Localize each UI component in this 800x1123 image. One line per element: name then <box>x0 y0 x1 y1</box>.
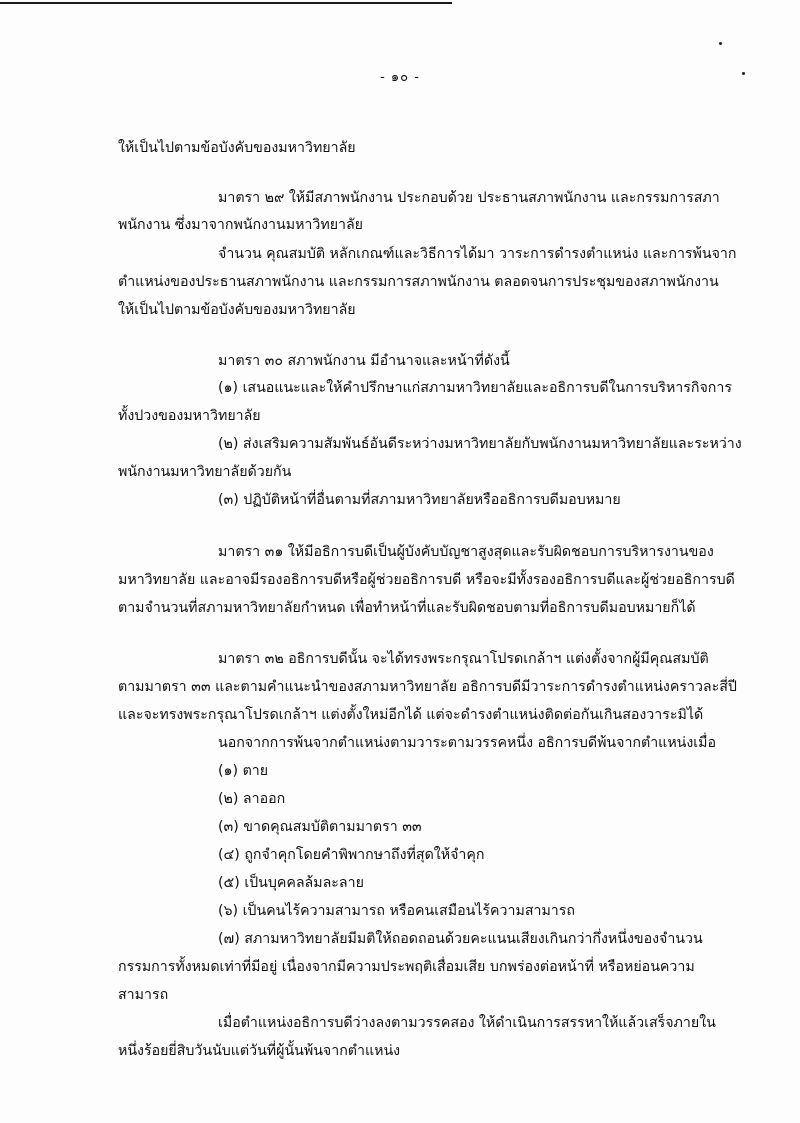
paragraph-line: สามารถ <box>118 987 169 1003</box>
paragraph-line: ทั้งปวงของมหาวิทยาลัย <box>118 408 261 424</box>
paragraph-line: เมื่อตำแหน่งอธิการบดีว่างลงตามวรรคสอง ให้ดำเนินการสรรหาให้แล้วเสร็จภายใน <box>218 1015 716 1031</box>
paragraph-line: นอกจากการพ้นจากตำแหน่งตามวาระตามวรรคหนึ่ง อธิการบดีพ้นจากตำแหน่งเมื่อ <box>218 735 717 751</box>
section-32-heading-line: มาตรา ๓๒ อธิการบดีนั้น จะได้ทรงพระกรุณาโปรดเกล้าฯ แต่งตั้งจากผู้มีคุณสมบัติ <box>218 651 709 667</box>
top-border-line <box>0 2 452 4</box>
list-item-line: (๗) สภามหาวิทยาลัยมีมติให้ถอดถอนด้วยคะแนนเสียงเกินกว่ากึ่งหนึ่งของจำนวน <box>218 931 703 947</box>
list-item-line: (๖) เป็นคนไร้ความสามารถ หรือคนเสมือนไร้ความสามารถ <box>218 903 575 919</box>
page-number: - ๑๐ - <box>380 70 420 85</box>
paragraph-line: กรรมการทั้งหมดเท่าที่มีอยู่ เนื่องจากมีความประพฤติเสื่อมเสีย บกพร่องต่อหน้าที่ หรือหย่อนความ <box>118 959 695 975</box>
list-item-line: (๒) ลาออก <box>218 791 286 807</box>
list-item-line: (๕) เป็นบุคคลล้มละลาย <box>218 875 364 891</box>
paragraph-line: ให้เป็นไปตามข้อบังคับของมหาวิทยาลัย <box>118 140 356 156</box>
list-item-line: (๑) ตาย <box>218 763 269 779</box>
paragraph-line: และจะทรงพระกรุณาโปรดเกล้าฯ แต่งตั้งใหม่อีกได้ แต่จะดำรงตำแหน่งติดต่อกันเกินสองวาระมิได้ <box>118 707 704 723</box>
paragraph-line: พนักงาน ซึ่งมาจากพนักงานมหาวิทยาลัย <box>118 217 363 233</box>
paragraph-line: หนึ่งร้อยยี่สิบวันนับแต่วันที่ผู้นั้นพ้นจากตำแหน่ง <box>118 1043 401 1059</box>
paragraph-line: พนักงานมหาวิทยาลัยด้วยกัน <box>118 464 292 480</box>
paragraph-line: มหาวิทยาลัย และอาจมีรองอธิการบดีหรือผู้ช่วยอธิการบดี หรือจะมีทั้งรองอธิการบดีและผู้ช่วยอธิการบดี <box>118 572 735 588</box>
scan-speck <box>719 42 722 45</box>
paragraph-line: ตามจำนวนที่สภามหาวิทยาลัยกำหนด เพื่อทำหน้าที่และรับผิดชอบตามที่อธิการบดีมอบหมายก็ได้ <box>118 600 696 616</box>
section-30-heading-line: มาตรา ๓๐ สภาพนักงาน มีอำนาจและหน้าที่ดังนี้ <box>218 353 510 369</box>
section-29-heading-line: มาตรา ๒๙ ให้มีสภาพนักงาน ประกอบด้วย ประธานสภาพนักงาน และกรรมการสภา <box>218 190 720 206</box>
list-item-line: (๓) ขาดคุณสมบัติตามมาตรา ๓๓ <box>218 819 422 835</box>
list-item-line: (๒) ส่งเสริมความสัมพันธ์อันดีระหว่างมหาวิทยาลัยกับพนักงานมหาวิทยาลัยและระหว่าง <box>218 436 742 452</box>
list-item-line: (๑) เสนอแนะและให้คำปรึกษาแก่สภามหาวิทยาลัยและอธิการบดีในการบริหารกิจการ <box>218 380 732 396</box>
list-item-line: (๓) ปฏิบัติหน้าที่อื่นตามที่สภามหาวิทยาลัยหรืออธิการบดีมอบหมาย <box>218 492 621 508</box>
section-31-heading-line: มาตรา ๓๑ ให้มีอธิการบดีเป็นผู้บังคับบัญชาสูงสุดและรับผิดชอบการบริหารงานของ <box>218 544 714 560</box>
paragraph-line: ตำแหน่งของประธานสภาพนักงาน และกรรมการสภาพนักงาน ตลอดจนการประชุมของสภาพนักงาน <box>118 274 719 290</box>
list-item-line: (๔) ถูกจำคุกโดยคำพิพากษาถึงที่สุดให้จำคุก <box>218 847 485 863</box>
paragraph-line: ตามมาตรา ๓๓ และตามคำแนะนำของสภามหาวิทยาลัย อธิการบดีมีวาระการดำรงตำแหน่งคราวละสี่ปี <box>118 679 737 695</box>
paragraph-line: จำนวน คุณสมบัติ หลักเกณฑ์และวิธีการได้มา วาระการดำรงตำแหน่ง และการพ้นจาก <box>218 246 737 262</box>
paragraph-line: ให้เป็นไปตามข้อบังคับของมหาวิทยาลัย <box>118 302 356 318</box>
